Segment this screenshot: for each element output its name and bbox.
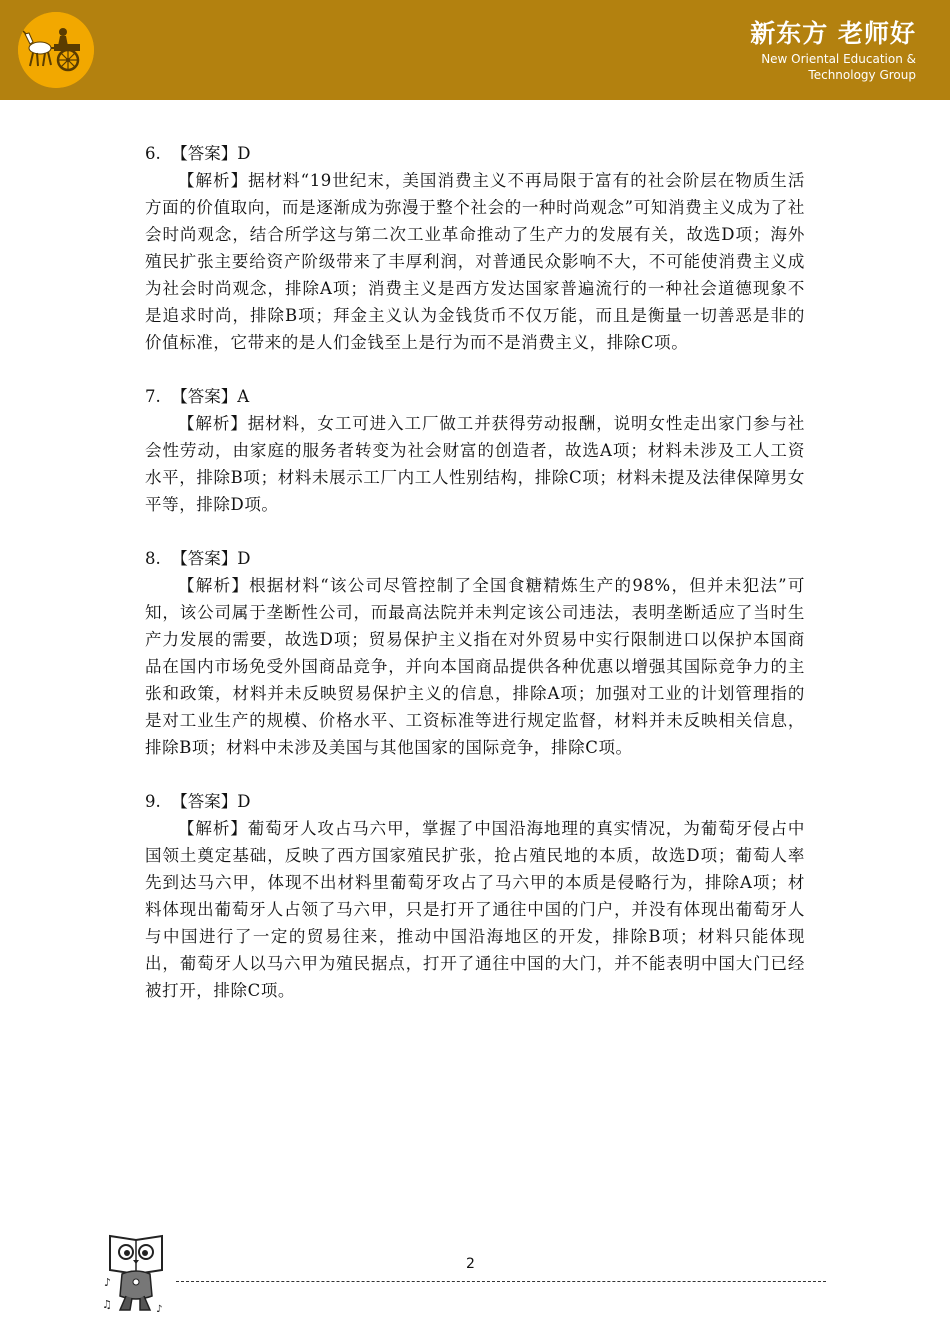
page-number: 2 (466, 1256, 475, 1272)
answer-value: D (237, 792, 251, 811)
answer-label: 【答案】 (171, 387, 238, 406)
question-block-7 (145, 383, 805, 518)
answer-label: 【答案】 (171, 144, 238, 163)
answer-value: D (237, 144, 251, 163)
brand-english-line2: Technology Group (808, 68, 916, 82)
question-number: 8. (145, 549, 161, 568)
question-header (145, 545, 805, 572)
question-number: 9. (145, 792, 161, 811)
question-header (145, 140, 805, 167)
answer-value: A (237, 387, 250, 406)
question-block-8 (145, 545, 805, 761)
reading-owl-mascot (100, 1230, 172, 1316)
analysis-text: 【解析】葡萄牙人攻占马六甲，掌握了中国沿海地理的真实情况，为葡萄牙侵占中国领土奠定基础，反映了西方国家殖民扩张，抢占殖民地的本质，故选D项；葡萄人率先到达马六甲，体现不出材料里葡萄牙攻占了马六甲的本质是侵略行为，排除A项；材料体现出葡萄牙人占领了马六甲，只是打开了通往中国的门户，并没有体现出葡萄牙人与中国进行了一定的贸易往来，推动中国沿海地区的开发，排除B项；材料只能体现出，葡萄牙人以马六甲为殖民据点，打开了通往中国的大门，并不能表明中国大门已经被打开，排除C项。 (145, 819, 805, 1000)
brand-english-line1: New Oriental Education & (761, 52, 916, 66)
answer-label: 【答案】 (171, 792, 238, 811)
question-block-9 (145, 788, 805, 1004)
question-block-6 (145, 140, 805, 356)
horse-cart-icon (18, 12, 94, 88)
analysis-text: 【解析】根据材料“该公司尽管控制了全国食糖精炼生产的98%，但并未犯法”可知，该公司属于垄断性公司，而最高法院并未判定该公司违法，表明垄断适应了当时生产力发展的需要，故选D项；贸易保护主义指在对外贸易中实行限制进口以保护本国商品在国内市场免受外国商品竞争，并向本国商品提供各种优惠以增强其国际竞争力的主张和政策，材料并未反映贸易保护主义的信息，排除A项；加强对工业的计划管理指的是对工业生产的规模、价格水平、工资标准等进行规定监督，材料并未反映相关信息，排除B项；材料中未涉及美国与其他国家的国际竞争，排除C项。 (145, 576, 805, 757)
svg-text:♫: ♫ (102, 1298, 112, 1311)
svg-text:♪: ♪ (104, 1276, 112, 1289)
answer-value: D (237, 549, 251, 568)
brand-chinese-name: 新东方 老师好 (750, 19, 916, 48)
question-number: 7. (145, 387, 161, 406)
header-band (0, 0, 950, 100)
analysis-text: 【解析】据材料，女工可进入工厂做工并获得劳动报酬，说明女性走出家门参与社会性劳动，由家庭的服务者转变为社会财富的创造者，故选A项；材料未涉及工人工资水平，排除B项；材料未展示工厂内工人性别结构，排除C项；材料未提及法律保障男女平等，排除D项。 (145, 414, 805, 514)
answer-analysis-content (145, 140, 805, 1031)
footer-divider (176, 1281, 826, 1282)
question-number: 6. (145, 144, 161, 163)
question-header (145, 383, 805, 410)
question-header (145, 788, 805, 815)
owl-reading-book-icon (100, 1230, 172, 1316)
brand-english-name (761, 51, 916, 83)
svg-text:♪: ♪ (156, 1304, 163, 1315)
company-logo (18, 12, 94, 88)
analysis-text: 【解析】据材料“19世纪末，美国消费主义不再局限于富有的社会阶层在物质生活方面的价值取向，而是逐渐成为弥漫于整个社会的一种时尚观念”可知消费主义成为了社会时尚观念，结合所学这与第二次工业革命推动了生产力的发展有关，故选D项；海外殖民扩张主要给资产阶级带来了丰厚利润，对普通民众影响不大，不可能使消费主义成为社会时尚观念，排除A项；消费主义是西方发达国家普遍流行的一种社会道德现象不是追求时尚，排除B项；拜金主义认为金钱货币不仅万能，而且是衡量一切善恶是非的价值标准，它带来的是人们金钱至上是行为而不是消费主义，排除C项。 (145, 171, 805, 352)
answer-label: 【答案】 (171, 549, 238, 568)
